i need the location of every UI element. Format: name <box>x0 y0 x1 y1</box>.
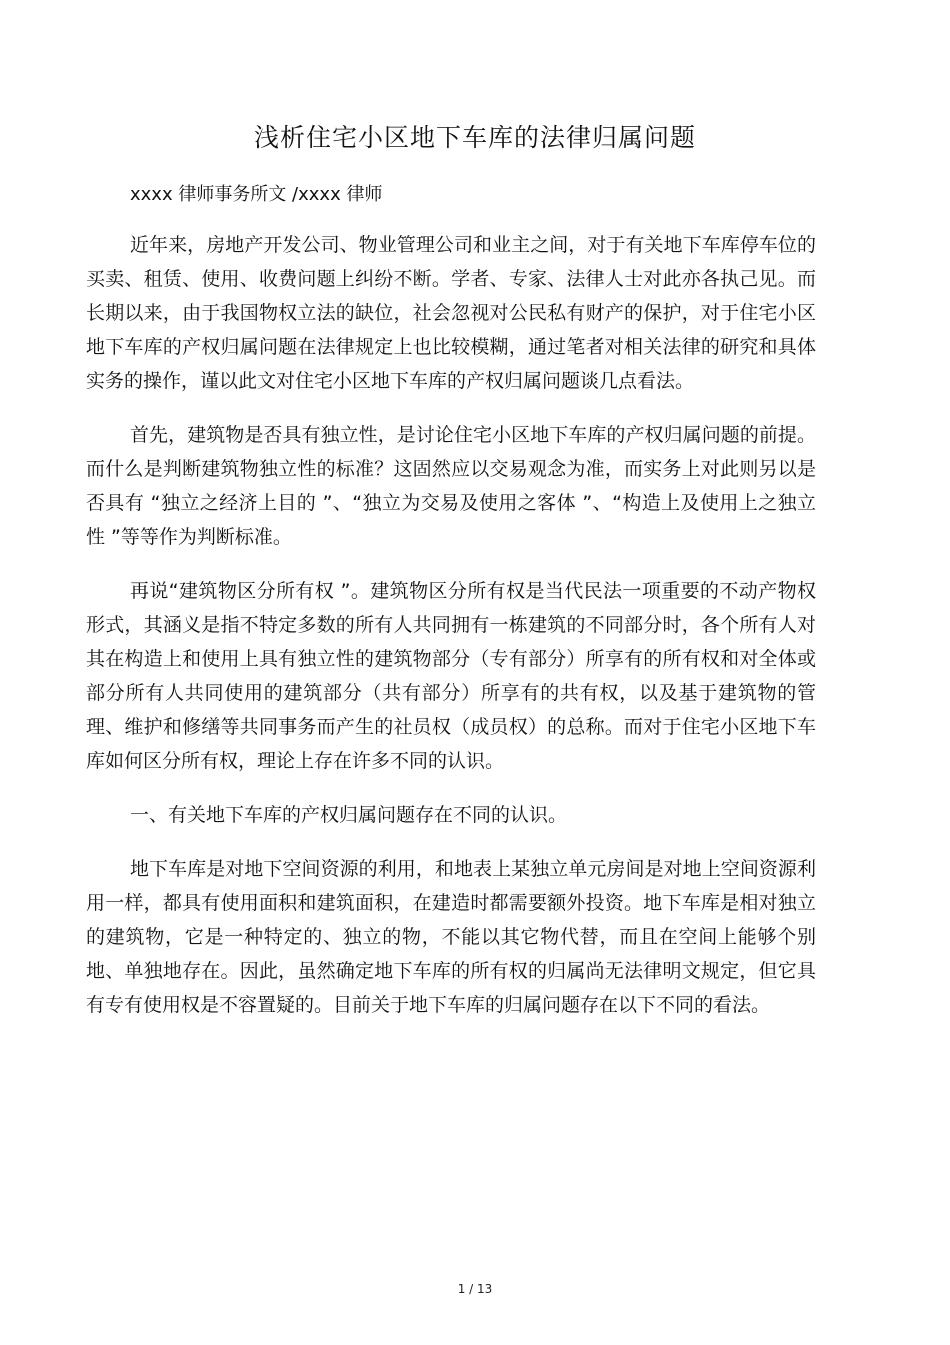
paragraph-garage: 地下车库是对地下空间资源的利用，和地表上某独立单元房间是对地上空间资源利用一样，都具有使用面积和建筑面积，在建造时都需要额外投资。地下车库是相对独立的建筑物，它是一种特定的、独立的物，不能以其它物代替，而且在空间上能够个别地、单独地存在。因此，虽然确定地下车库的所有权的归属尚无法律明文规定，但它具有专有使用权是不容置疑的。目前关于地下车库的归属问题存在以下不同的看法。 <box>86 858 816 1016</box>
page-indicator: 1 / 13 <box>457 1282 493 1296</box>
author-byline: xxxx 律师事务所文 /xxxx 律师 <box>130 184 383 205</box>
paragraph-intro: 近年来，房地产开发公司、物业管理公司和业主之间，对于有关地下车库停车位的买卖、租赁、使用、收费问题上纠纷不断。学者、专家、法律人士对此亦各执己见。而长期以来，由于我国物权立法的缺位，社会忽视对公民私有财产的保护，对于住宅小区地下车库的产权归属问题在法律规定上也比较模糊，通过笔者对相关法律的研究和具体实务的操作，谨以此文对住宅小区地下车库的产权归属问题谈几点看法。 <box>86 234 816 392</box>
document-title: 浅析住宅小区地下车库的法律归属问题 <box>253 123 696 152</box>
paragraph-ownership: 再说“建筑物区分所有权 ”。建筑物区分所有权是当代民法一项重要的不动产物权形式，其涵义是指不特定多数的所有人共同拥有一栋建筑的不同部分时，各个所有人对其在构造上和使用上具有独立性的建筑物部分（专有部分）所享有的所有权和对全体或部分所有人共同使用的建筑部分（共有部分）所享有的共有权，以及基于建筑物的管理、维护和修缮等共同事务而产生的社员权（成员权）的总称。而对于住宅小区地下车库如何区分所有权，理论上存在许多不同的认识。 <box>86 580 816 772</box>
paragraph-independence: 首先，建筑物是否具有独立性，是讨论住宅小区地下车库的产权归属问题的前提。而什么是判断建筑物独立性的标准？这固然应以交易观念为准，而实务上对此则另以是否具有 “独立之经济上目的 ”、“独立为交易及使用之客体 ”、“构造上及使用上之独立性 ”等等作为判断标准。 <box>86 424 816 548</box>
section-heading-1: 一、有关地下车库的产权归属问题存在不同的认识。 <box>130 804 568 826</box>
document-body <box>86 228 816 1042</box>
